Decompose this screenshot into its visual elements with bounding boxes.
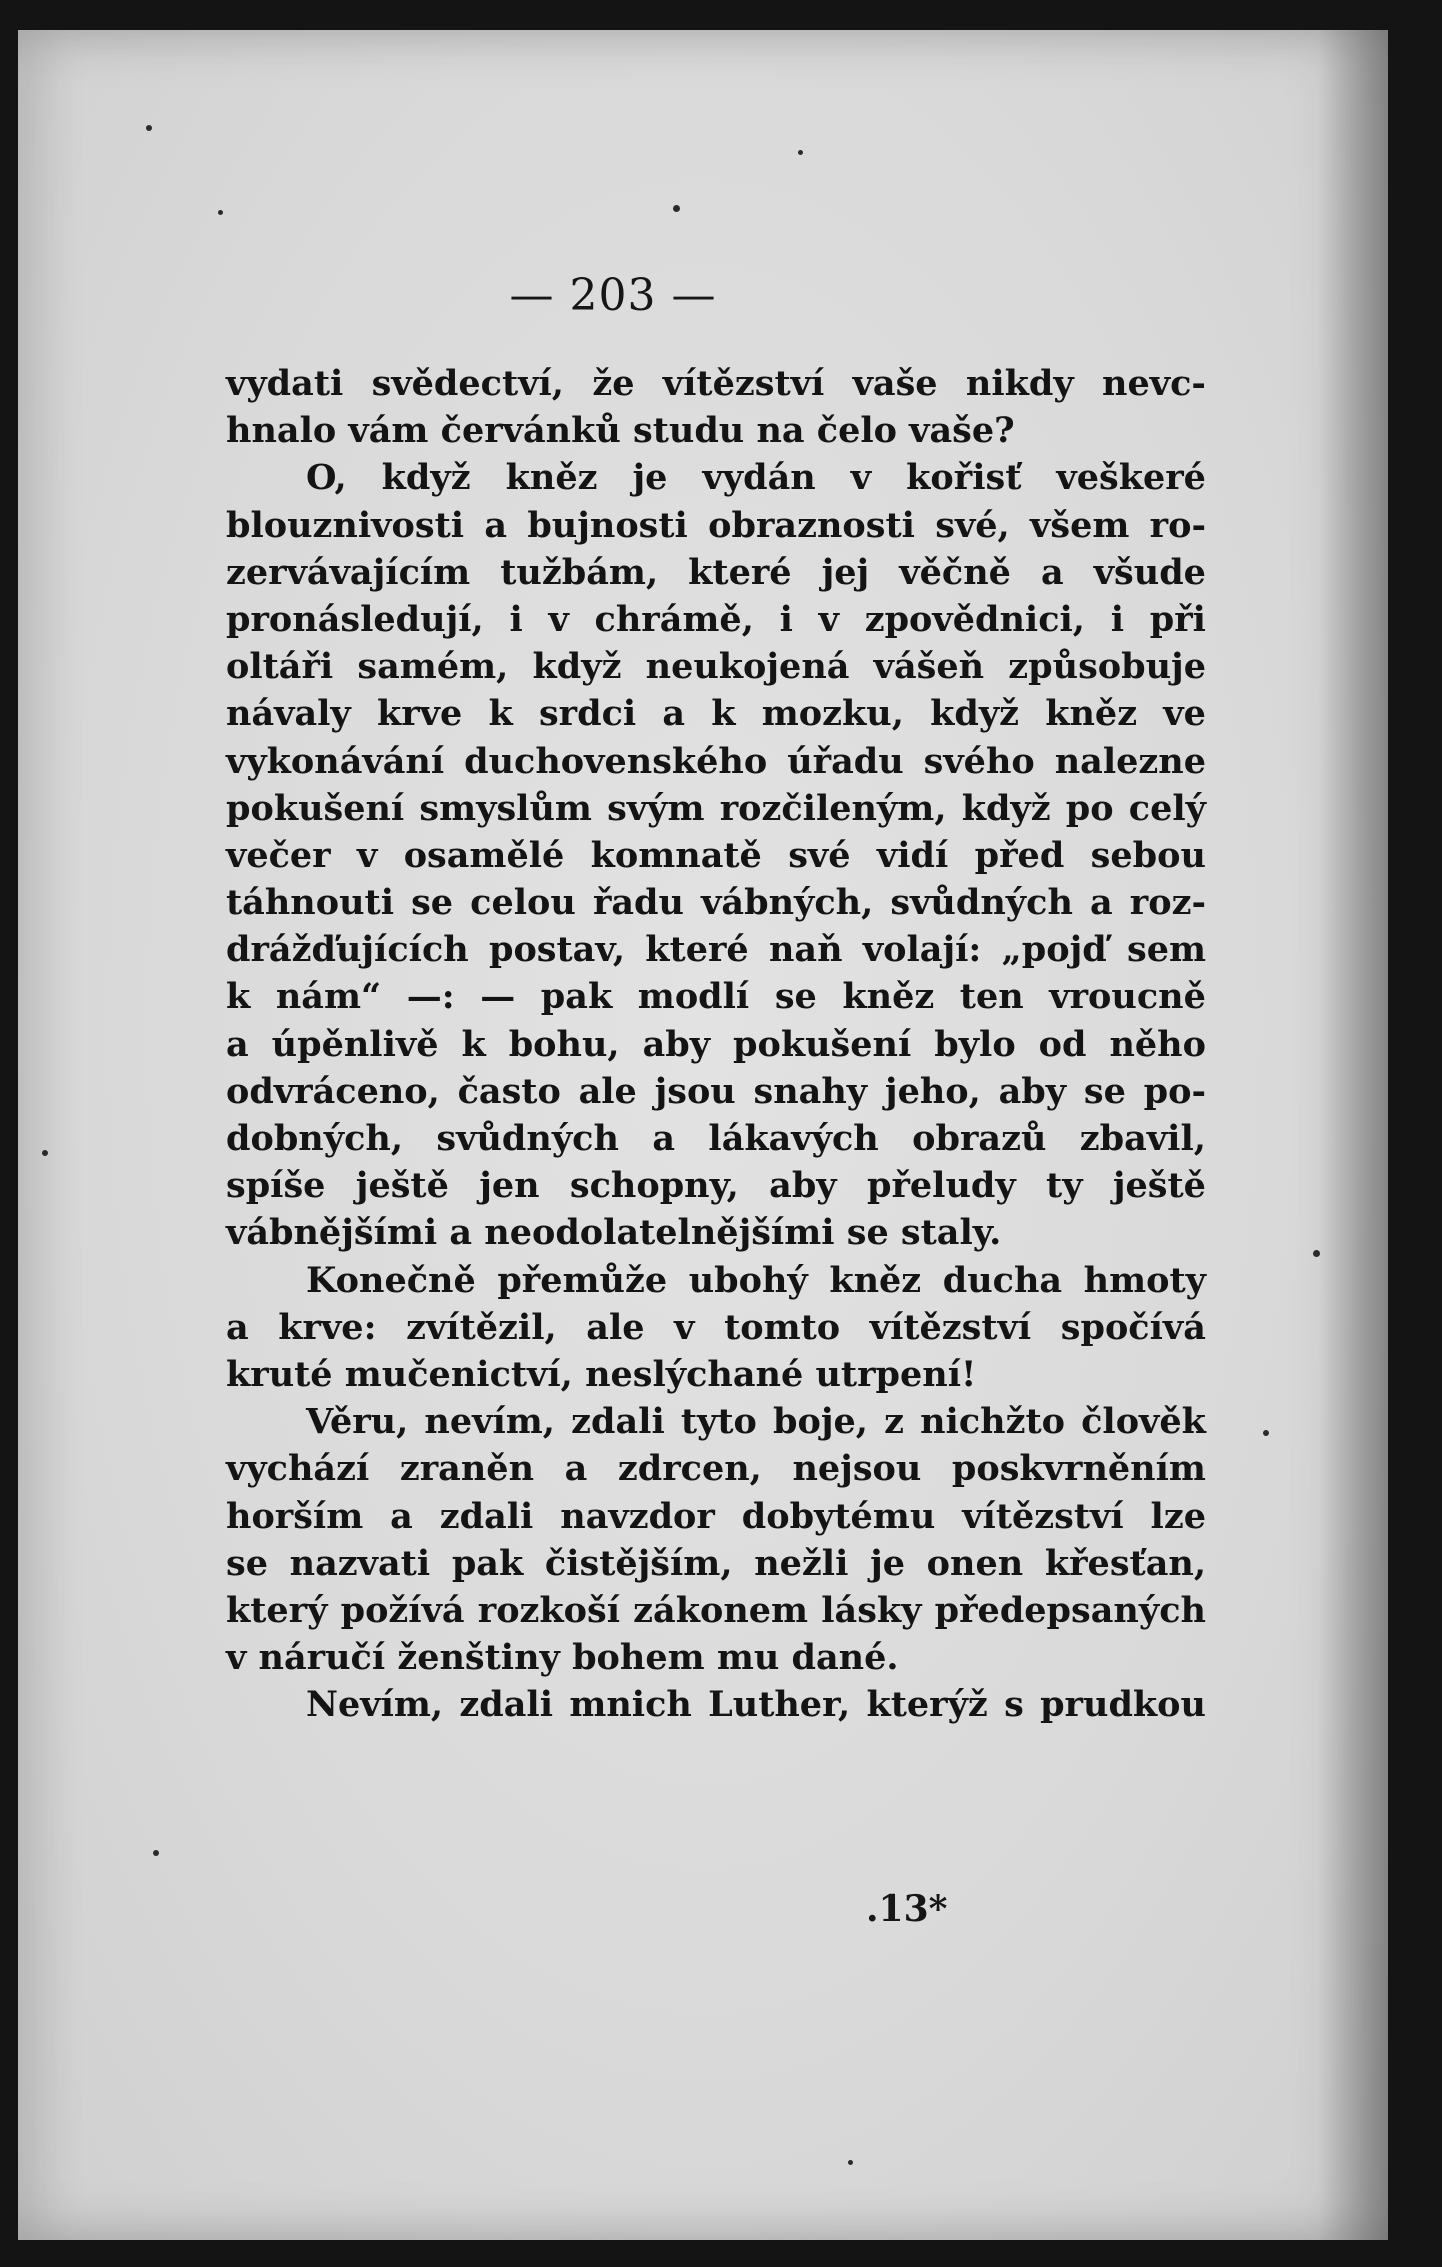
text-line: blouznivosti a bujnosti obraznosti své, všem ro- (226, 504, 1206, 546)
dust-speck (146, 125, 152, 131)
text-line: drážďujících postav, které naň volají: „pojď sem (226, 929, 1206, 971)
text-line: oltáři samém, když neukojená vášeň způsobuje (226, 646, 1206, 688)
text-line: O, když kněz je vydán v kořisť veškeré (306, 457, 1206, 499)
page-sheet (18, 30, 1388, 2240)
text-line: zervávajícím tužbám, které jej věčně a všude (226, 551, 1206, 593)
dust-speck (673, 205, 680, 212)
page-edge-shadow (1318, 30, 1388, 2240)
text-line: Konečně přemůže ubohý kněz ducha hmoty (306, 1259, 1206, 1301)
text-line: vykonávání duchovenského úřadu svého nalezne (226, 740, 1206, 782)
text-line: se nazvati pak čistějším, nežli je onen křesťan, (226, 1542, 1206, 1584)
text-line: vychází zraněn a zdrcen, nejsou poskvrněním (226, 1448, 1206, 1490)
dust-speck (1263, 1430, 1269, 1436)
dust-speck (153, 1850, 159, 1856)
text-line: pronásledují, i v chrámě, i v zpovědnici, i při (226, 598, 1206, 640)
text-line: pokušení smyslům svým rozčileným, když po celý (226, 787, 1206, 829)
text-line: večer v osamělé komnatě své vidí před sebou (226, 834, 1206, 876)
dust-speck (1313, 1250, 1320, 1257)
text-line: táhnouti se celou řadu vábných, svůdných a roz- (226, 882, 1206, 924)
text-line: Věru, nevím, zdali tyto boje, z nichžto člověk (306, 1401, 1206, 1443)
text-line: a krve: zvítězil, ale v tomto vítězství spočívá (226, 1306, 1206, 1348)
body-text (226, 360, 1206, 1728)
printer-signature-mark: .13* (866, 1888, 948, 1930)
text-line: hnalo vám červánků studu na čelo vaše? (226, 410, 1015, 452)
dust-speck (42, 1150, 48, 1156)
text-line: návaly krve k srdci a k mozku, když kněz ve (226, 693, 1206, 735)
text-line: a úpěnlivě k bohu, aby pokušení bylo od něho (226, 1023, 1206, 1065)
text-line: vydati svědectví, že vítězství vaše nikdy nevc- (226, 363, 1206, 404)
text-line: horším a zdali navzdor dobytému vítězství lze (226, 1495, 1206, 1537)
text-line: který požívá rozkoší zákonem lásky předepsaných (226, 1589, 1206, 1631)
text-line: odvráceno, často ale jsou snahy jeho, aby se po- (226, 1070, 1206, 1112)
text-line: v náručí ženštiny bohem mu dané. (226, 1637, 899, 1679)
dust-speck (848, 2160, 853, 2165)
text-line: spíše ještě jen schopny, aby přeludy ty ještě (226, 1165, 1206, 1207)
text-line: Nevím, zdali mnich Luther, kterýž s prudkou (306, 1684, 1206, 1726)
text-line: vábnějšími a neodolatelnějšími se staly. (226, 1212, 1002, 1254)
dust-speck (218, 210, 223, 215)
dust-speck (798, 150, 803, 155)
page-number: — 203 — (509, 270, 717, 321)
text-line: k nám“ —: — pak modlí se kněz ten vroucně (226, 976, 1206, 1018)
text-line: dobných, svůdných a lákavých obrazů zbavil, (226, 1118, 1206, 1159)
text-line: kruté mučenictví, neslýchané utrpení! (226, 1353, 977, 1395)
